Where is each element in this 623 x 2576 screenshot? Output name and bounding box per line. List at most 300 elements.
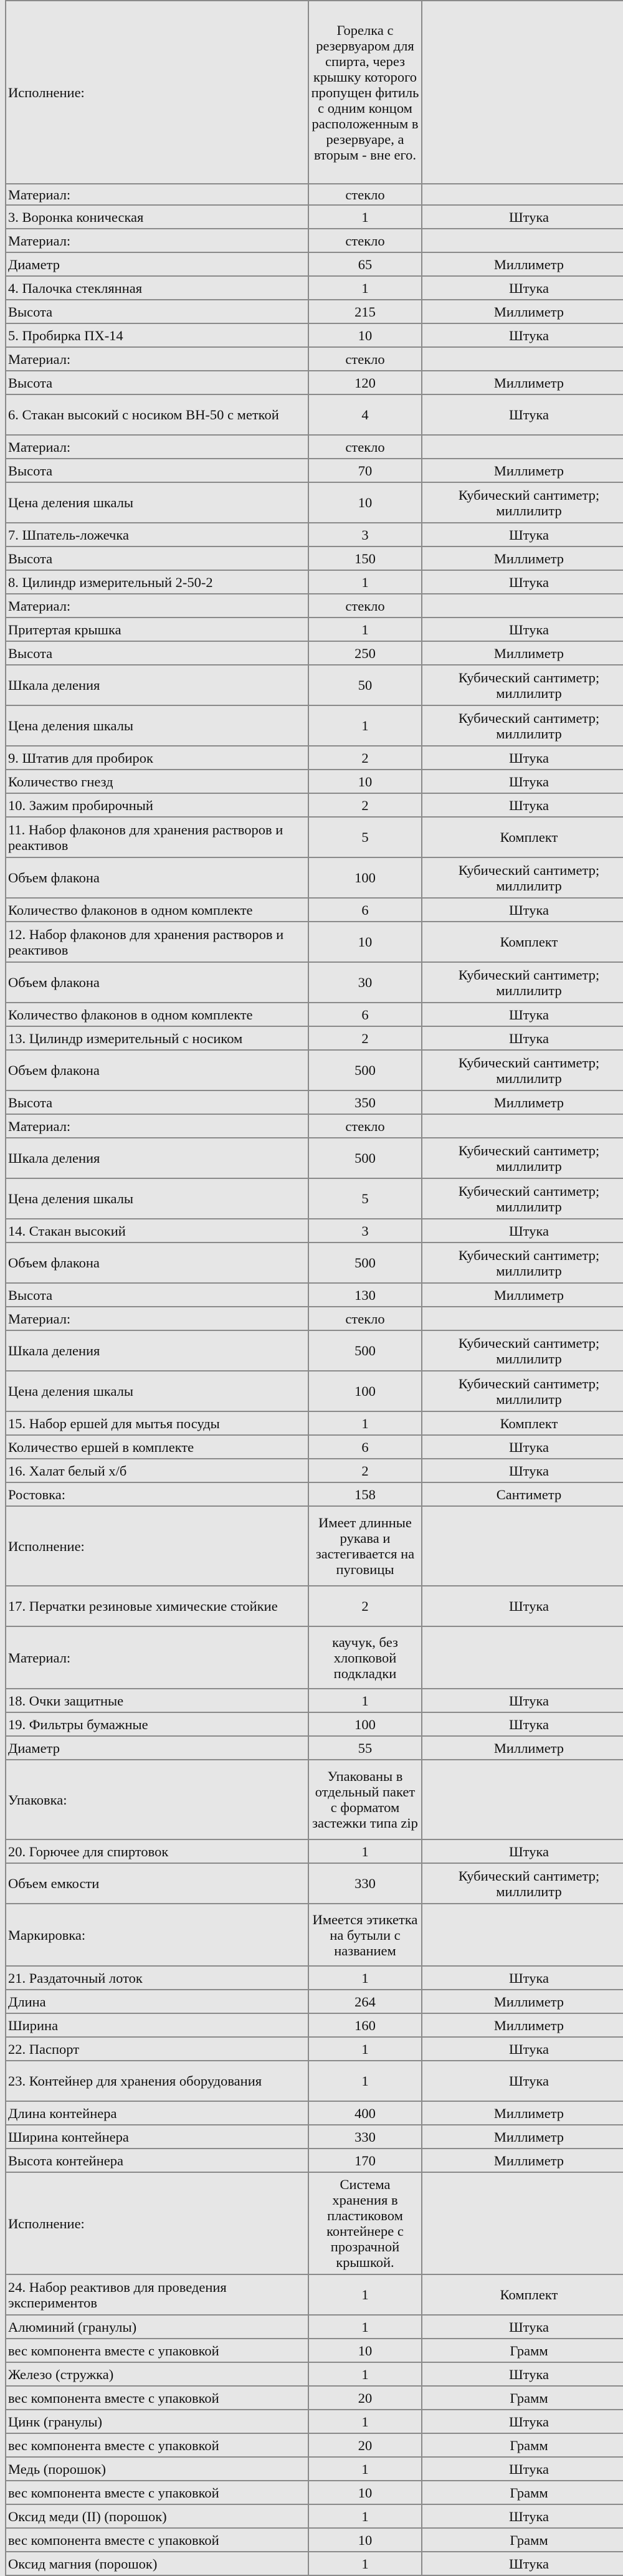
table-row	[6, 793, 623, 817]
row-value-cell: 10	[308, 770, 422, 793]
table-row	[6, 1371, 623, 1411]
table-row	[6, 665, 623, 705]
row-unit-cell	[422, 1760, 623, 1839]
row-name-cell: Исполнение:	[6, 1506, 308, 1586]
table-row	[6, 1482, 623, 1506]
row-unit-cell	[422, 2172, 623, 2274]
row-value-cell: стекло	[308, 184, 422, 205]
row-value-cell: 250	[308, 641, 422, 665]
table-row	[6, 1689, 623, 1712]
row-unit-cell: Штука	[422, 1712, 623, 1736]
row-name-cell: 9. Штатив для пробирок	[6, 746, 308, 770]
row-name-cell: Высота	[6, 371, 308, 394]
row-name-cell: Оксид меди (II) (порошок)	[6, 2504, 308, 2528]
row-value-cell: 100	[308, 1712, 422, 1736]
row-name-cell: Шкала деления	[6, 1330, 308, 1371]
row-value-cell: 10	[308, 2528, 422, 2552]
row-name-cell: Количество ершей в комплекте	[6, 1435, 308, 1459]
row-value-cell: 500	[308, 1330, 422, 1371]
row-unit-cell: Штука	[422, 898, 623, 922]
table-row	[6, 1283, 623, 1307]
row-unit-cell: Штука	[422, 1003, 623, 1026]
table-row	[6, 1219, 623, 1243]
row-name-cell: Количество флаконов в одном комплекте	[6, 898, 308, 922]
table-row	[6, 1712, 623, 1736]
row-name-cell: Материал:	[6, 435, 308, 459]
row-name-cell: Упаковка:	[6, 1760, 308, 1839]
row-value-cell: стекло	[308, 435, 422, 459]
table-row	[6, 1, 623, 184]
row-unit-cell: Кубический сантиметр; миллилитр	[422, 1330, 623, 1371]
row-unit-cell: Штука	[422, 570, 623, 594]
row-value-cell: 130	[308, 1283, 422, 1307]
row-value-cell: 1	[308, 1966, 422, 1990]
row-name-cell: Количество гнезд	[6, 770, 308, 793]
table-row	[6, 2528, 623, 2552]
row-name-cell: Высота	[6, 546, 308, 570]
row-unit-cell	[422, 184, 623, 205]
row-value-cell: 20	[308, 2386, 422, 2410]
row-value-cell: стекло	[308, 1307, 422, 1330]
row-value-cell: стекло	[308, 229, 422, 252]
row-name-cell: вес компонента вместе с упаковкой	[6, 2528, 308, 2552]
row-value-cell: 10	[308, 323, 422, 347]
row-unit-cell: Комплект	[422, 817, 623, 857]
row-name-cell: Диаметр	[6, 1736, 308, 1760]
table-row	[6, 1307, 623, 1330]
table-row	[6, 1459, 623, 1482]
row-name-cell: 17. Перчатки резиновые химические стойкие	[6, 1586, 308, 1626]
row-unit-cell: Миллиметр	[422, 371, 623, 394]
row-unit-cell: Миллиметр	[422, 1283, 623, 1307]
row-name-cell: 24. Набор реактивов для проведения экспериментов	[6, 2274, 308, 2315]
row-name-cell: Высота	[6, 1283, 308, 1307]
table-row	[6, 1243, 623, 1283]
row-value-cell: 10	[308, 482, 422, 523]
table-row	[6, 962, 623, 1003]
table-row	[6, 2386, 623, 2410]
row-unit-cell: Грамм	[422, 2386, 623, 2410]
row-name-cell: 4. Палочка стеклянная	[6, 276, 308, 300]
row-name-cell: Высота	[6, 300, 308, 323]
table-row	[6, 1990, 623, 2013]
row-unit-cell: Штука	[422, 1966, 623, 1990]
row-name-cell: 18. Очки защитные	[6, 1689, 308, 1712]
row-name-cell: 12. Набор флаконов для хранения растворов и реактивов	[6, 922, 308, 962]
row-unit-cell: Грамм	[422, 2528, 623, 2552]
row-unit-cell: Штука	[422, 523, 623, 546]
row-name-cell: 16. Халат белый х/б	[6, 1459, 308, 1482]
row-name-cell: Исполнение:	[6, 1, 308, 184]
table-row	[6, 2274, 623, 2315]
row-name-cell: Ширина контейнера	[6, 2125, 308, 2149]
row-value-cell: 215	[308, 300, 422, 323]
row-unit-cell: Штука	[422, 394, 623, 435]
row-name-cell: Материал:	[6, 1626, 308, 1689]
table-row	[6, 229, 623, 252]
row-name-cell: 6. Стакан высокий с носиком ВН-50 с меткой	[6, 394, 308, 435]
row-value-cell: Система хранения в пластиковом контейнере с прозрачной крышкой.	[308, 2172, 422, 2274]
table-row	[6, 1330, 623, 1371]
row-name-cell: 21. Раздаточный лоток	[6, 1966, 308, 1990]
row-value-cell: 350	[308, 1090, 422, 1114]
row-unit-cell: Кубический сантиметр; миллилитр	[422, 1050, 623, 1090]
row-value-cell: 264	[308, 1990, 422, 2013]
row-name-cell: Цена деления шкалы	[6, 1371, 308, 1411]
table-row	[6, 746, 623, 770]
row-name-cell: 3. Воронка коническая	[6, 205, 308, 229]
row-name-cell: Высота контейнера	[6, 2149, 308, 2172]
table-row	[6, 570, 623, 594]
table-row	[6, 1050, 623, 1090]
table-row	[6, 2149, 623, 2172]
table-row	[6, 1760, 623, 1839]
row-name-cell: Длина контейнера	[6, 2101, 308, 2125]
row-unit-cell: Миллиметр	[422, 641, 623, 665]
row-name-cell: Исполнение:	[6, 2172, 308, 2274]
row-value-cell: 2	[308, 1586, 422, 1626]
row-name-cell: 14. Стакан высокий	[6, 1219, 308, 1243]
row-value-cell: 158	[308, 1482, 422, 1506]
row-name-cell: Шкала деления	[6, 1138, 308, 1178]
row-unit-cell: Кубический сантиметр; миллилитр	[422, 1371, 623, 1411]
row-name-cell: 22. Паспорт	[6, 2037, 308, 2061]
table-row	[6, 2013, 623, 2037]
table-row	[6, 482, 623, 523]
row-name-cell: Железо (стружка)	[6, 2362, 308, 2386]
row-unit-cell: Миллиметр	[422, 1990, 623, 2013]
table-row	[6, 857, 623, 898]
row-value-cell: 55	[308, 1736, 422, 1760]
table-row	[6, 300, 623, 323]
table-row	[6, 2552, 623, 2575]
table-row	[6, 817, 623, 857]
table-row	[6, 594, 623, 618]
row-name-cell: Притертая крышка	[6, 618, 308, 641]
table-row	[6, 705, 623, 746]
row-unit-cell: Миллиметр	[422, 1736, 623, 1760]
row-value-cell: 10	[308, 2339, 422, 2362]
row-unit-cell: Штука	[422, 1459, 623, 1482]
table-row	[6, 2125, 623, 2149]
row-unit-cell: Кубический сантиметр; миллилитр	[422, 962, 623, 1003]
row-name-cell: 13. Цилиндр измерительный с носиком	[6, 1026, 308, 1050]
row-name-cell: Маркировка:	[6, 1904, 308, 1966]
row-unit-cell	[422, 1, 623, 184]
row-unit-cell: Миллиметр	[422, 459, 623, 482]
row-unit-cell: Миллиметр	[422, 546, 623, 570]
row-value-cell: 1	[308, 570, 422, 594]
row-unit-cell	[422, 1307, 623, 1330]
row-unit-cell: Штука	[422, 205, 623, 229]
row-unit-cell: Сантиметр	[422, 1482, 623, 1506]
row-unit-cell: Штука	[422, 1839, 623, 1863]
row-value-cell: Имеет длинные рукава и застегивается на пуговицы	[308, 1506, 422, 1586]
table-row	[6, 1966, 623, 1990]
row-unit-cell: Кубический сантиметр; миллилитр	[422, 482, 623, 523]
row-name-cell: вес компонента вместе с упаковкой	[6, 2339, 308, 2362]
row-unit-cell: Штука	[422, 2315, 623, 2339]
table-row	[6, 546, 623, 570]
table-row	[6, 1411, 623, 1435]
row-value-cell: 3	[308, 1219, 422, 1243]
row-unit-cell: Штука	[422, 746, 623, 770]
row-unit-cell: Штука	[422, 2504, 623, 2528]
table-row	[6, 618, 623, 641]
row-value-cell: 20	[308, 2433, 422, 2457]
row-value-cell: 1	[308, 2410, 422, 2433]
row-value-cell: Упакованы в отдельный пакет с форматом застежки типа zip	[308, 1760, 422, 1839]
row-value-cell: 4	[308, 394, 422, 435]
row-name-cell: Оксид магния (порошок)	[6, 2552, 308, 2575]
row-unit-cell: Комплект	[422, 2274, 623, 2315]
row-unit-cell: Штука	[422, 2061, 623, 2101]
row-unit-cell: Миллиметр	[422, 1090, 623, 1114]
table-row	[6, 459, 623, 482]
table-row	[6, 2362, 623, 2386]
row-name-cell: 23. Контейнер для хранения оборудования	[6, 2061, 308, 2101]
row-value-cell: стекло	[308, 594, 422, 618]
table-row	[6, 276, 623, 300]
row-name-cell: Цинк (гранулы)	[6, 2410, 308, 2433]
row-unit-cell: Кубический сантиметр; миллилитр	[422, 1243, 623, 1283]
row-value-cell: 1	[308, 2457, 422, 2481]
row-value-cell: 2	[308, 1026, 422, 1050]
row-value-cell: 1	[308, 1689, 422, 1712]
table-row	[6, 252, 623, 276]
table-row	[6, 1736, 623, 1760]
table-row	[6, 1435, 623, 1459]
table-row	[6, 2037, 623, 2061]
row-value-cell: 2	[308, 793, 422, 817]
row-unit-cell: Штука	[422, 1026, 623, 1050]
table-row	[6, 1904, 623, 1966]
row-unit-cell: Штука	[422, 793, 623, 817]
row-value-cell: стекло	[308, 1114, 422, 1138]
row-unit-cell: Миллиметр	[422, 2101, 623, 2125]
table-row	[6, 435, 623, 459]
specification-rows	[6, 1, 623, 2575]
row-name-cell: Цена деления шкалы	[6, 1178, 308, 1219]
row-name-cell: Объем флакона	[6, 1050, 308, 1090]
row-value-cell: 1	[308, 205, 422, 229]
table-row	[6, 2481, 623, 2504]
row-value-cell: 6	[308, 1435, 422, 1459]
row-name-cell: Цена деления шкалы	[6, 705, 308, 746]
row-value-cell: 3	[308, 523, 422, 546]
row-value-cell: 1	[308, 1839, 422, 1863]
row-name-cell: 8. Цилиндр измерительный 2-50-2	[6, 570, 308, 594]
row-value-cell: 5	[308, 1178, 422, 1219]
row-name-cell: Объем флакона	[6, 1243, 308, 1283]
row-name-cell: Высота	[6, 1090, 308, 1114]
row-value-cell: 120	[308, 371, 422, 394]
table-row	[6, 1003, 623, 1026]
row-unit-cell: Штука	[422, 770, 623, 793]
table-row	[6, 2433, 623, 2457]
table-row	[6, 323, 623, 347]
row-name-cell: Объем флакона	[6, 962, 308, 1003]
table-row	[6, 770, 623, 793]
table-row	[6, 184, 623, 205]
row-unit-cell: Кубический сантиметр; миллилитр	[422, 665, 623, 705]
row-name-cell: Цена деления шкалы	[6, 482, 308, 523]
row-value-cell: 160	[308, 2013, 422, 2037]
row-unit-cell: Кубический сантиметр; миллилитр	[422, 1863, 623, 1904]
row-value-cell: Имеется этикетка на бутыли с названием	[308, 1904, 422, 1966]
row-value-cell: 100	[308, 857, 422, 898]
row-value-cell: 1	[308, 2504, 422, 2528]
row-unit-cell: Кубический сантиметр; миллилитр	[422, 705, 623, 746]
row-name-cell: Материал:	[6, 1307, 308, 1330]
row-unit-cell: Миллиметр	[422, 2125, 623, 2149]
row-unit-cell: Миллиметр	[422, 252, 623, 276]
row-unit-cell: Комплект	[422, 1411, 623, 1435]
specification-table	[5, 0, 623, 2576]
row-unit-cell: Кубический сантиметр; миллилитр	[422, 1178, 623, 1219]
row-value-cell: стекло	[308, 347, 422, 371]
table-row	[6, 1114, 623, 1138]
table-row	[6, 1626, 623, 1689]
row-name-cell: Материал:	[6, 184, 308, 205]
row-unit-cell: Миллиметр	[422, 300, 623, 323]
row-value-cell: 6	[308, 898, 422, 922]
row-unit-cell	[422, 347, 623, 371]
row-unit-cell: Штука	[422, 1435, 623, 1459]
table-row	[6, 1026, 623, 1050]
row-name-cell: Объем флакона	[6, 857, 308, 898]
row-value-cell: Горелка с резервуаром для спирта, через крышку которого пропущен фитиль с одним концом расположенным в резервуаре, а вторым - вне его.	[308, 1, 422, 184]
row-value-cell: 65	[308, 252, 422, 276]
row-value-cell: 1	[308, 2061, 422, 2101]
row-unit-cell	[422, 229, 623, 252]
row-name-cell: 10. Зажим пробирочный	[6, 793, 308, 817]
row-name-cell: Диаметр	[6, 252, 308, 276]
row-unit-cell: Штука	[422, 2362, 623, 2386]
row-value-cell: 1	[308, 276, 422, 300]
table-row	[6, 1090, 623, 1114]
row-unit-cell: Комплект	[422, 922, 623, 962]
row-name-cell: 19. Фильтры бумажные	[6, 1712, 308, 1736]
row-unit-cell: Штука	[422, 1219, 623, 1243]
row-unit-cell: Кубический сантиметр; миллилитр	[422, 857, 623, 898]
row-name-cell: 15. Набор ершей для мытья посуды	[6, 1411, 308, 1435]
row-name-cell: 7. Шпатель-ложечка	[6, 523, 308, 546]
table-row	[6, 2504, 623, 2528]
row-unit-cell: Грамм	[422, 2433, 623, 2457]
row-unit-cell	[422, 1114, 623, 1138]
row-name-cell: Объем емкости	[6, 1863, 308, 1904]
row-value-cell: 10	[308, 2481, 422, 2504]
row-value-cell: 1	[308, 705, 422, 746]
table-row	[6, 2061, 623, 2101]
row-value-cell: 400	[308, 2101, 422, 2125]
row-value-cell: 1	[308, 618, 422, 641]
row-name-cell: Ростовка:	[6, 1482, 308, 1506]
row-value-cell: 2	[308, 746, 422, 770]
row-name-cell: 5. Пробирка ПХ-14	[6, 323, 308, 347]
row-unit-cell	[422, 1626, 623, 1689]
row-value-cell: 5	[308, 817, 422, 857]
row-value-cell: 30	[308, 962, 422, 1003]
row-name-cell: вес компонента вместе с упаковкой	[6, 2481, 308, 2504]
row-unit-cell: Миллиметр	[422, 2149, 623, 2172]
row-name-cell: Количество флаконов в одном комплекте	[6, 1003, 308, 1026]
row-value-cell: 2	[308, 1459, 422, 1482]
table-row	[6, 2410, 623, 2433]
row-value-cell: 330	[308, 2125, 422, 2149]
table-row	[6, 2315, 623, 2339]
table-row	[6, 1506, 623, 1586]
table-row	[6, 1863, 623, 1904]
row-unit-cell: Штука	[422, 1689, 623, 1712]
table-row	[6, 922, 623, 962]
row-unit-cell	[422, 435, 623, 459]
row-value-cell: 500	[308, 1243, 422, 1283]
row-value-cell: 1	[308, 1411, 422, 1435]
row-value-cell: 10	[308, 922, 422, 962]
row-value-cell: 170	[308, 2149, 422, 2172]
row-value-cell: 1	[308, 2037, 422, 2061]
table-row	[6, 347, 623, 371]
table-row	[6, 641, 623, 665]
row-name-cell: Материал:	[6, 229, 308, 252]
row-name-cell: Материал:	[6, 594, 308, 618]
table-row	[6, 2457, 623, 2481]
row-unit-cell	[422, 1506, 623, 1586]
row-value-cell: 500	[308, 1050, 422, 1090]
row-name-cell: Материал:	[6, 1114, 308, 1138]
table-row	[6, 371, 623, 394]
row-name-cell: Материал:	[6, 347, 308, 371]
table-row	[6, 1178, 623, 1219]
row-unit-cell: Штука	[422, 618, 623, 641]
row-unit-cell	[422, 1904, 623, 1966]
row-name-cell: вес компонента вместе с упаковкой	[6, 2433, 308, 2457]
row-name-cell: Ширина	[6, 2013, 308, 2037]
row-unit-cell: Штука	[422, 2552, 623, 2575]
row-value-cell: 50	[308, 665, 422, 705]
row-unit-cell: Штука	[422, 1586, 623, 1626]
row-value-cell: 330	[308, 1863, 422, 1904]
row-unit-cell: Грамм	[422, 2339, 623, 2362]
row-value-cell: 1	[308, 2315, 422, 2339]
row-unit-cell: Кубический сантиметр; миллилитр	[422, 1138, 623, 1178]
row-value-cell: каучук, без хлопковой подкладки	[308, 1626, 422, 1689]
row-value-cell: 70	[308, 459, 422, 482]
row-value-cell: 1	[308, 2362, 422, 2386]
table-row	[6, 2339, 623, 2362]
row-unit-cell: Штука	[422, 276, 623, 300]
table-row	[6, 523, 623, 546]
row-unit-cell: Грамм	[422, 2481, 623, 2504]
row-unit-cell: Штука	[422, 2037, 623, 2061]
row-name-cell: 20. Горючее для спиртовок	[6, 1839, 308, 1863]
table-row	[6, 1138, 623, 1178]
row-value-cell: 500	[308, 1138, 422, 1178]
table-row	[6, 2101, 623, 2125]
row-value-cell: 1	[308, 2552, 422, 2575]
row-unit-cell: Миллиметр	[422, 2013, 623, 2037]
row-name-cell: Шкала деления	[6, 665, 308, 705]
row-unit-cell: Штука	[422, 323, 623, 347]
row-unit-cell: Штука	[422, 2457, 623, 2481]
table-row	[6, 1839, 623, 1863]
row-name-cell: Высота	[6, 641, 308, 665]
row-unit-cell	[422, 594, 623, 618]
table-row	[6, 2172, 623, 2274]
row-name-cell: 11. Набор флаконов для хранения растворов и реактивов	[6, 817, 308, 857]
